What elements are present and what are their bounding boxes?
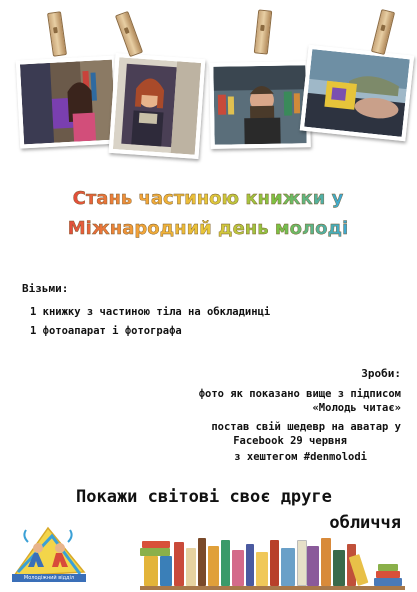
shelf-board bbox=[140, 586, 405, 590]
do-line-photo: фото як показано вище з підписом bbox=[198, 388, 401, 400]
event-title bbox=[0, 180, 417, 252]
book bbox=[174, 542, 184, 586]
do-line-caption: «Молодь читає» bbox=[312, 402, 401, 414]
youth-department-logo bbox=[8, 522, 90, 588]
take-item-camera: 1 фотоапарат і фотографа bbox=[30, 325, 182, 337]
clothespin-4 bbox=[371, 9, 395, 55]
book bbox=[307, 546, 319, 586]
bookshelf-illustration bbox=[140, 530, 405, 586]
take-item-book: 1 книжку з частиною тіла на обкладинці bbox=[30, 306, 271, 318]
do-line-facebook: Facebook 29 червня bbox=[233, 435, 347, 447]
photo-book-cover-face bbox=[109, 53, 206, 159]
book bbox=[160, 556, 172, 586]
do-line-avatar: постав свій шедевр на аватар у bbox=[211, 421, 401, 433]
book bbox=[221, 540, 230, 586]
clothespin-2 bbox=[115, 11, 143, 57]
book bbox=[246, 544, 254, 586]
book-cover-face-image bbox=[113, 57, 201, 154]
slogan-line-1: Покажи світові своє друге bbox=[76, 487, 332, 507]
book bbox=[142, 541, 170, 548]
photo-girl-with-book bbox=[16, 55, 120, 148]
do-line-hashtag: з хештегом #denmolodi bbox=[234, 451, 367, 463]
take-heading: Візьми: bbox=[22, 282, 69, 295]
title-line-1: Стань частиною книжки у bbox=[72, 188, 344, 209]
book bbox=[144, 556, 158, 586]
book bbox=[140, 548, 170, 556]
logo-caption: Молодіжний відділ bbox=[23, 575, 75, 581]
book bbox=[198, 538, 206, 586]
book bbox=[376, 571, 400, 578]
book bbox=[297, 540, 307, 586]
book bbox=[374, 578, 402, 586]
book bbox=[321, 538, 331, 586]
man-with-book-image bbox=[213, 65, 306, 145]
title-line-2: Міжнародний день молоді bbox=[67, 218, 349, 239]
photo-man-with-book bbox=[209, 61, 310, 149]
book bbox=[208, 546, 219, 586]
book bbox=[281, 548, 295, 586]
lying-person-with-book-image bbox=[304, 49, 410, 137]
clothespin-1 bbox=[47, 11, 67, 57]
book bbox=[186, 548, 196, 586]
do-heading: Зроби: bbox=[361, 367, 401, 380]
book bbox=[232, 550, 244, 586]
photo-lying-person-with-book bbox=[300, 45, 414, 142]
girl-with-book-image bbox=[20, 60, 116, 145]
book bbox=[333, 550, 345, 586]
book bbox=[378, 564, 398, 571]
book bbox=[256, 552, 268, 586]
book bbox=[270, 540, 279, 586]
slogan-line-2: обличчя bbox=[329, 513, 401, 533]
clothespin-3 bbox=[254, 9, 273, 54]
